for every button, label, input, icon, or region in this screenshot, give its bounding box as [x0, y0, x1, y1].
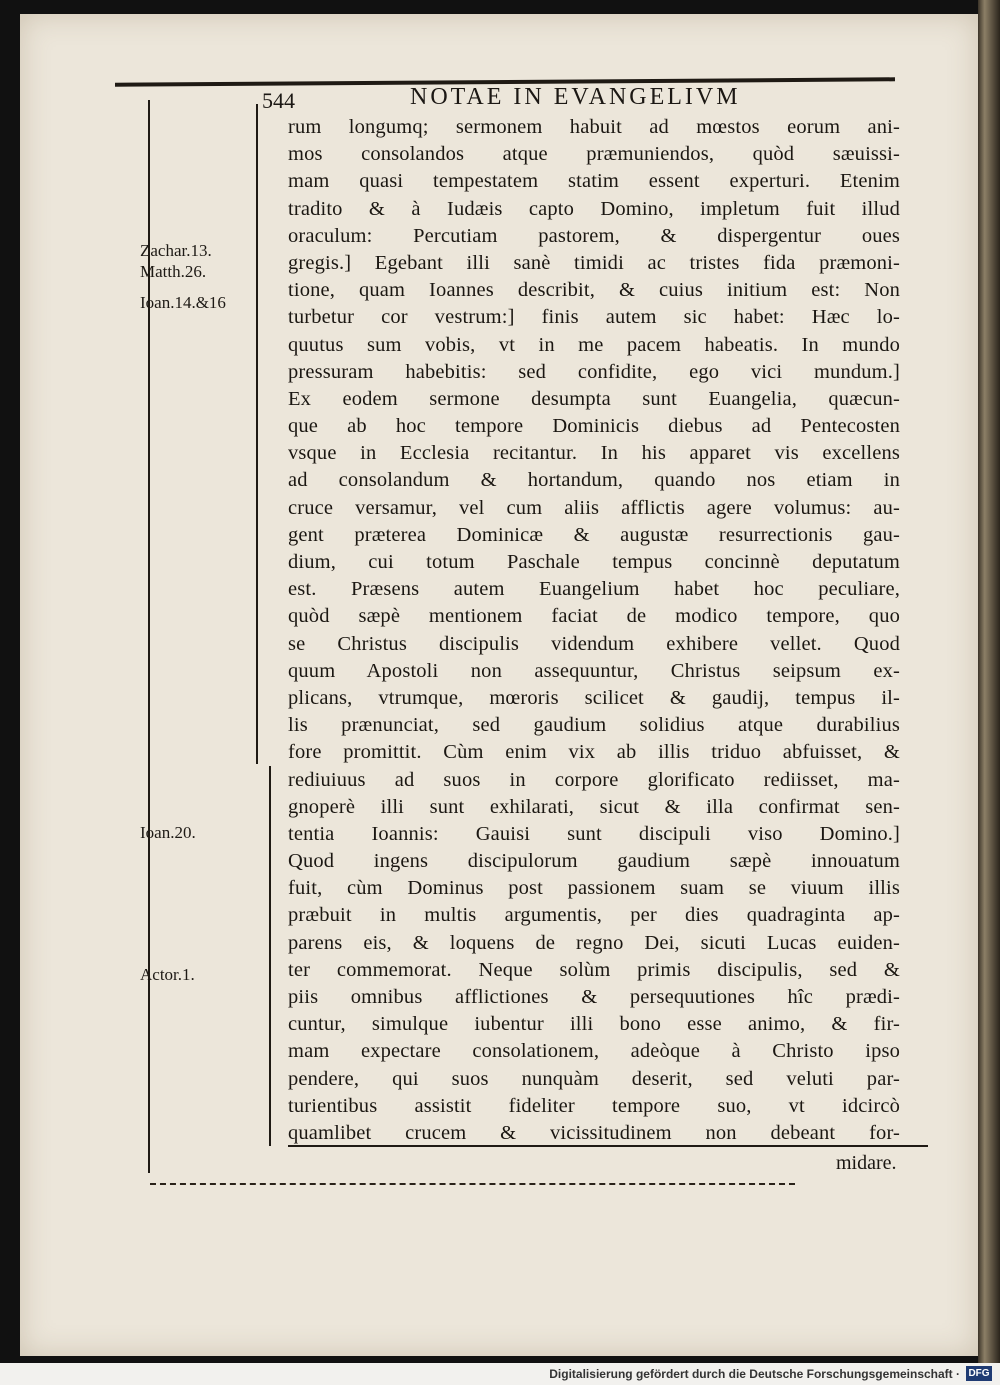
- footer-dashed-rule: [150, 1183, 795, 1185]
- text-line: se Christus discipulis videndum exhibere vellet. Quod: [288, 632, 900, 655]
- text-line: turbetur cor vestrum:] finis autem sic habet: Hæc lo-: [288, 306, 900, 329]
- book-edge: [978, 0, 1000, 1363]
- text-line: ter commemorat. Neque solùm primis discipulis, sed &: [288, 958, 900, 981]
- text-line: præbuit in multis argumentis, per dies quadraginta ap-: [288, 904, 900, 927]
- margin-note: Actor.1.: [140, 965, 195, 984]
- margin-note: Zachar.13.: [140, 241, 212, 260]
- text-line: piis omnibus afflictiones & persequutiones hîc prædi-: [288, 986, 900, 1008]
- text-line: rum longumq; sermonem habuit ad mœstos eorum ani-: [288, 116, 900, 138]
- text-line: dium, cui totum Paschale tempus concinnè deputatum: [288, 551, 900, 573]
- text-line: quamlibet crucem & vicissitudinem non debeant for-: [288, 1121, 900, 1144]
- catchword: midare.: [836, 1152, 897, 1174]
- text-line: oraculum: Percutiam pastorem, & dispergentur oues: [288, 224, 900, 247]
- text-line: quutus sum vobis, vt in me pacem habeatis. In mundo: [288, 333, 900, 356]
- text-line: mam quasi tempestatem statim essent experturi. Etenim: [288, 170, 900, 193]
- text-line: gent præterea Dominicæ & augustæ resurrectionis gau-: [288, 523, 900, 546]
- running-title: NOTAE IN EVANGELIVM: [410, 84, 741, 110]
- text-line: lis prænunciat, sed gaudium solidius atque durabilius: [288, 714, 900, 737]
- text-line: tione, quam Ioannes describit, & cuius initium est: Non: [288, 279, 900, 302]
- margin-note: Matth.26.: [140, 262, 207, 281]
- text-line: rediuiuus ad suos in corpore glorificato rediisset, ma-: [288, 768, 900, 791]
- margin-note: Ioan.14.&16: [140, 293, 226, 312]
- body-text: [288, 114, 900, 1147]
- text-line: plicans, vtrumque, mœroris scilicet & gaudij, tempus il-: [288, 686, 900, 709]
- text-line: quum Apostoli non assequuntur, Christus seipsum ex-: [288, 659, 900, 682]
- funding-credit: Digitalisierung gefördert durch die Deutsche Forschungsgemeinschaft ·: [549, 1367, 960, 1381]
- text-line: parens eis, & loquens de regno Dei, sicuti Lucas euiden-: [288, 931, 900, 954]
- dfg-logo: DFG: [966, 1366, 992, 1381]
- footer-bar: [0, 1363, 1000, 1385]
- page-number: 544: [262, 88, 295, 113]
- text-line: gnoperè illi sunt exhilarati, sicut & illa confirmat sen-: [288, 795, 900, 818]
- text-line: Quod ingens discipulorum gaudium sæpè innouatum: [288, 850, 900, 873]
- text-line: tentia Ioannis: Gauisi sunt discipuli viso Domino.]: [288, 822, 900, 845]
- text-line: que ab hoc tempore Dominicis diebus ad Pentecosten: [288, 415, 900, 438]
- text-line: fore promittit. Cùm enim vix ab illis triduo abfuisset, &: [288, 741, 900, 764]
- text-line: vsque in Ecclesia recitantur. In his apparet vis excellens: [288, 442, 900, 465]
- margin-rule-inner-lower: [269, 766, 271, 1146]
- text-line: pressuram habebitis: sed confidite, ego vici mundum.]: [288, 360, 900, 383]
- text-line: mos consolandos atque præmuniendos, quòd sæuissi-: [288, 143, 900, 166]
- margin-note: Ioan.20.: [140, 823, 196, 842]
- text-line: gregis.] Egebant illi sanè timidi ac tristes fida præmoni-: [288, 251, 900, 274]
- text-line: quòd sæpè mentionem faciat de modico tempore, quo: [288, 605, 900, 628]
- text-line: est. Præsens autem Euangelium habet hoc peculiare,: [288, 578, 900, 601]
- text-line: mam expectare consolationem, adeòque à Christo ipso: [288, 1040, 900, 1063]
- text-line: pendere, qui suos nunquàm deserit, sed veluti par-: [288, 1067, 900, 1090]
- text-line: cuntur, simulque iubentur illi bono esse animo, & fir-: [288, 1013, 900, 1036]
- text-line: ad consolandum & hortandum, quando nos etiam in: [288, 469, 900, 492]
- margin-rule-inner-upper: [256, 104, 258, 764]
- text-line: fuit, cùm Dominus post passionem suam se viuum illis: [288, 877, 900, 900]
- text-line: tradito & à Iudæis capto Domino, impletum fuit illud: [288, 197, 900, 220]
- text-line: Ex eodem sermone desumpta sunt Euangelia, quæcun-: [288, 387, 900, 410]
- text-line: turientibus assistit fideliter tempore suo, vt idcircò: [288, 1094, 900, 1117]
- text-line: cruce versamur, vel cum aliis afflictis agere volumus: au-: [288, 496, 900, 519]
